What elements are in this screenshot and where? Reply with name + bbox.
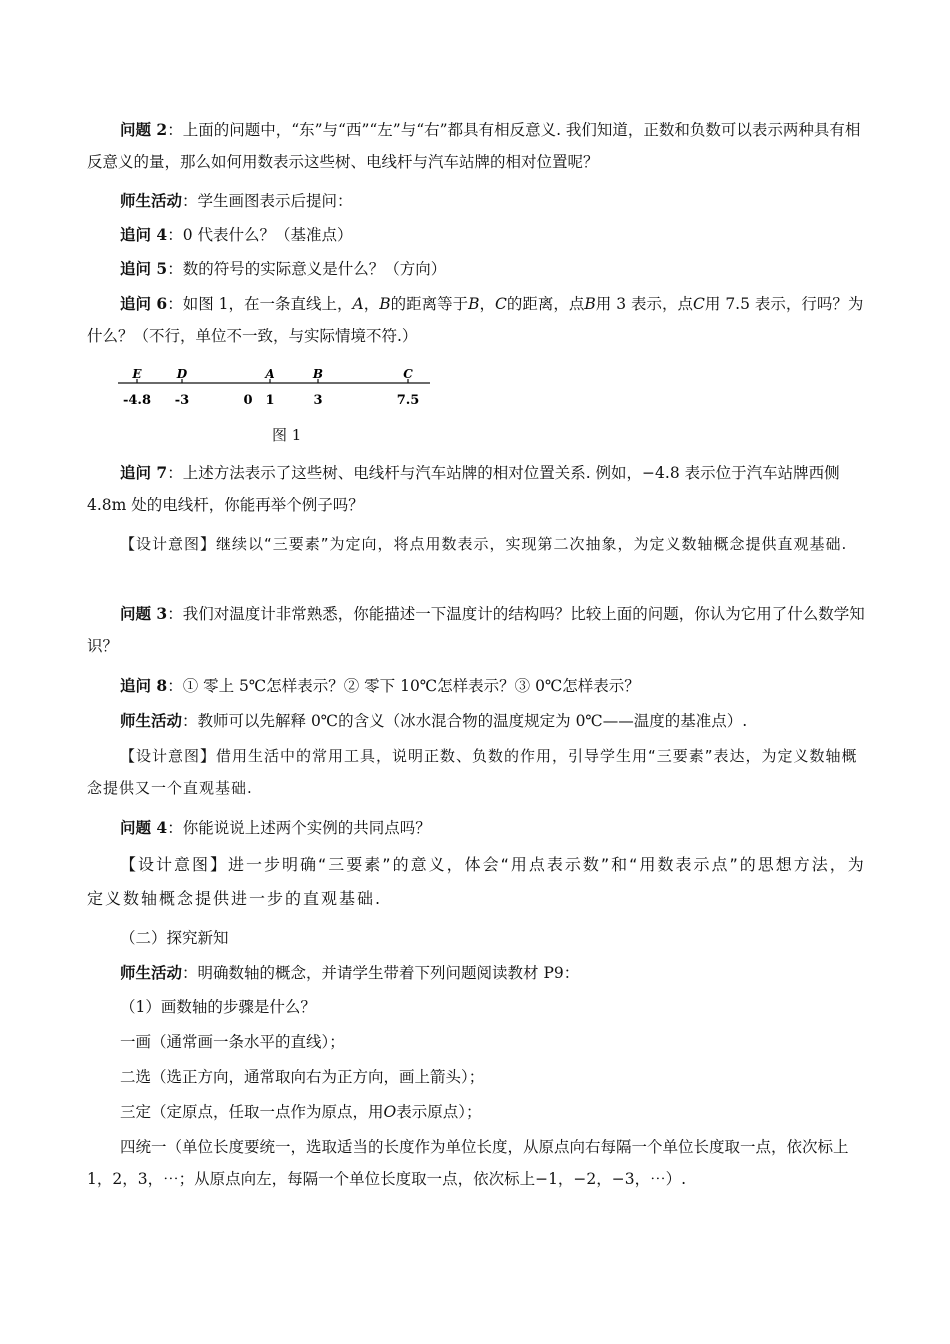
follow-up-4-label: 追问 4	[120, 225, 168, 244]
follow-up-8-label: 追问 8	[120, 676, 168, 695]
point-value-label: 1	[265, 393, 275, 408]
activity-1-label: 师生活动	[120, 191, 183, 210]
follow-up-4-text: ：0 代表什么？（基准点）	[167, 226, 353, 244]
question-3-label: 问题 3	[120, 604, 168, 623]
point-value-label: -3	[174, 393, 190, 408]
activity-2-text: ：教师可以先解释 0℃的含义（冰水混合物的温度规定为 0℃——温度的基准点）.	[182, 712, 748, 730]
follow-up-6-text-1: ：如图 1，在一条直线上，	[167, 295, 353, 313]
section-heading: （二）探究新知	[120, 929, 229, 947]
step-select: 二选（选正方向，通常取向右为正方向，画上箭头）；	[120, 1068, 485, 1086]
step-question: （1）画数轴的步骤是什么？	[120, 998, 316, 1016]
separator-2: ，	[479, 295, 496, 313]
origin-letter: O	[383, 1103, 397, 1121]
question-2-label: 问题 2	[120, 120, 168, 139]
follow-up-6-text-5: 用 7.5 表示，行吗？为什么？（不行，单位不一致，与实际情境不符.）	[87, 295, 864, 345]
follow-up-7-label: 追问 7	[120, 463, 168, 482]
follow-up-6	[87, 288, 867, 352]
question-4	[87, 812, 867, 844]
follow-up-6-text-2: 的距离等于	[390, 295, 469, 313]
activity-1	[87, 185, 867, 217]
point-letter-c: C	[403, 367, 413, 381]
point-b-ref: B	[379, 295, 391, 313]
activity-2-label: 师生活动	[120, 711, 183, 730]
step-origin-text-1: 三定（定原点，任取一点作为原点，用	[120, 1103, 384, 1121]
design-intent-3: 【设计意图】进一步明确“三要素”的意义，体会“用点表示数”和“用数表示点”的思想方法，为定义数轴概念提供进一步的直观基础.	[87, 855, 866, 908]
point-value-label: 0	[243, 393, 253, 408]
point-c-ref-2: C	[693, 295, 705, 313]
point-a-ref: A	[352, 295, 364, 313]
point-b-ref-3: B	[584, 295, 596, 313]
point-b-ref-2: B	[468, 295, 480, 313]
step-draw: 一画（通常画一条水平的直线）；	[120, 1033, 345, 1051]
follow-up-4	[87, 219, 867, 251]
follow-up-5-text: ：数的符号的实际意义是什么？（方向）	[167, 260, 447, 278]
activity-3-text: ：明确数轴的概念，并请学生带着下列问题阅读教材 P9：	[182, 964, 580, 982]
follow-up-5	[87, 253, 867, 285]
question-3	[87, 598, 867, 662]
design-intent-1: 【设计意图】继续以“三要素”为定向，将点用数表示，实现第二次抽象，为定义数轴概念提供直观基础.	[120, 535, 848, 553]
follow-up-5-label: 追问 5	[120, 259, 168, 278]
point-letter-b: B	[312, 367, 324, 381]
point-letter-e: E	[132, 367, 142, 381]
follow-up-8	[87, 670, 867, 702]
question-4-text: ：你能说说上述两个实例的共同点吗？	[167, 819, 431, 837]
point-value-label: 7.5	[396, 393, 420, 408]
step-unify: 四统一（单位长度要统一，选取适当的长度作为单位长度，从原点向右每隔一个单位长度取一点，依次标上 1，2，3，⋯；从原点向左，每隔一个单位长度取一点，依次标上−1，−2，−3，⋯）.	[87, 1138, 849, 1188]
question-2	[87, 114, 867, 178]
question-2-text: ：上面的问题中，“东”与“西”“左”与“右”都具有相反意义. 我们知道，正数和负数可以表示两种具有相反意义的量，那么如何用数表示这些树、电线杆与汽车站牌的相对位置呢？	[87, 121, 861, 171]
follow-up-6-text-3: 的距离，点	[506, 295, 585, 313]
point-letter-d: D	[176, 367, 188, 381]
activity-3	[87, 957, 867, 989]
figure-caption: 图 1	[272, 426, 302, 444]
question-3-text: ：我们对温度计非常熟悉，你能描述一下温度计的结构吗？比较上面的问题，你认为它用了什么数学知识？	[87, 605, 865, 655]
point-value-label: -4.8	[122, 393, 152, 408]
design-intent-2: 【设计意图】借用生活中的常用工具，说明正数、负数的作用，引导学生用“三要素”表达，为定义数轴概念提供又一个直观基础.	[87, 747, 858, 797]
step-origin	[87, 1096, 867, 1128]
follow-up-7-text: ：上述方法表示了这些树、电线杆与汽车站牌的相对位置关系. 例如，−4.8 表示位于汽车站牌西侧 4.8m 处的电线杆，你能再举个例子吗？	[87, 464, 840, 514]
activity-3-label: 师生活动	[120, 963, 183, 982]
point-c-ref: C	[495, 295, 507, 313]
follow-up-7	[87, 457, 867, 521]
point-value-label: 3	[313, 393, 323, 408]
point-letter-a: A	[265, 367, 275, 381]
follow-up-6-text-4: 用 3 表示，点	[595, 295, 694, 313]
step-origin-text-2: 表示原点）；	[396, 1103, 482, 1121]
follow-up-8-text: ：① 零上 5℃怎样表示？② 零下 10℃怎样表示？③ 0℃怎样表示？	[167, 677, 640, 695]
number-line-figure	[118, 364, 438, 414]
number-line-points	[123, 367, 419, 408]
activity-2	[87, 705, 867, 737]
separator-1: ，	[363, 295, 380, 313]
question-4-label: 问题 4	[120, 818, 168, 837]
activity-1-text: ：学生画图表示后提问：	[182, 192, 353, 210]
follow-up-6-label: 追问 6	[120, 294, 168, 313]
